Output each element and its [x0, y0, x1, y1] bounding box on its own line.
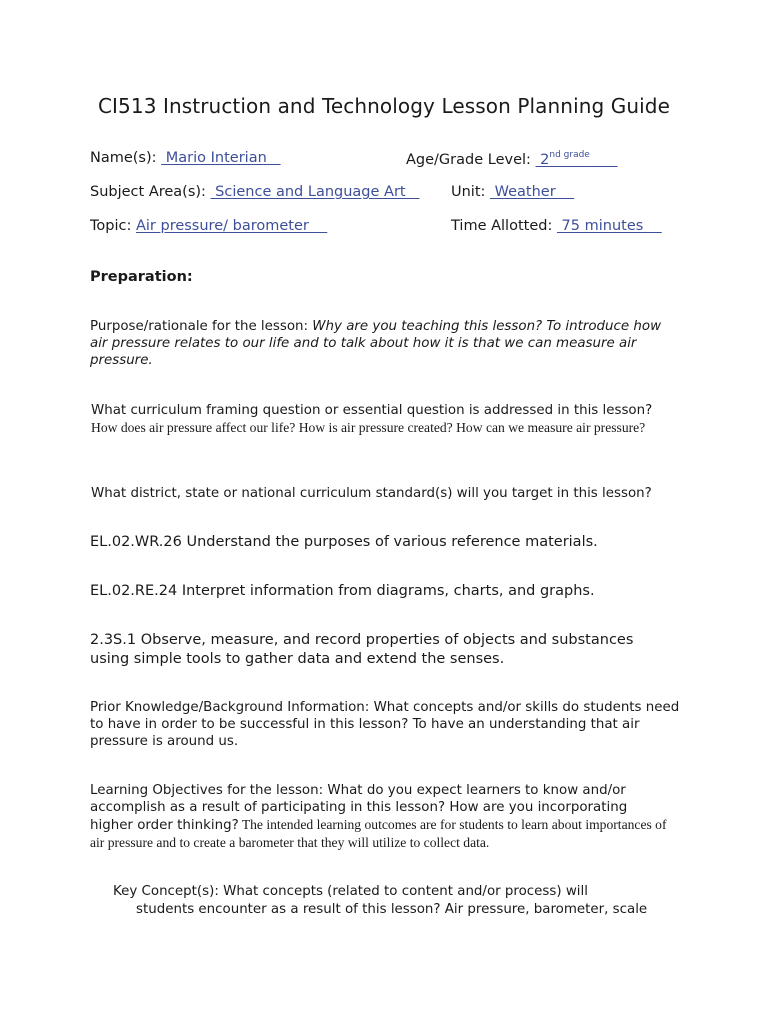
- names-field: [90, 150, 281, 166]
- purpose-label: Purpose/rationale for the lesson:: [90, 319, 313, 334]
- purpose-answer: To introduce how air pressure relates to our life and to talk about how it is that we can measure air pressure.: [90, 319, 662, 368]
- grade-trail: [590, 152, 618, 168]
- standard-item-2: EL.02.RE.24 Interpret information from diagrams, charts, and graphs.: [90, 583, 595, 599]
- purpose-prompt: Why are you teaching this lesson?: [312, 319, 543, 334]
- time-value: 75 minutes: [556, 218, 662, 234]
- objectives-question: Learning Objectives for the lesson: What do you expect learners to know and/or accomplish as a result of participating in this lesson? How are you incorporating higher order thinking?: [90, 783, 628, 833]
- standards-question: What district, state or national curriculum standard(s) will you target in this lesson?: [91, 486, 652, 501]
- framing-answer: How does air pressure affect our life? How is air pressure created? How can we measure air pressure?: [91, 420, 646, 435]
- objectives-answer: The intended learning outcomes are for students to learn about importances of air pressure and to create a barometer that they will utilize to collect data.: [90, 817, 667, 850]
- unit-label: Unit:: [451, 184, 486, 200]
- key-concepts-line-1: Key Concept(s): What concepts (related to content and/or process) will: [113, 884, 588, 899]
- unit-field: [451, 184, 574, 200]
- standard-item-1: EL.02.WR.26 Understand the purposes of various reference materials.: [90, 534, 598, 550]
- time-label: Time Allotted:: [451, 218, 553, 234]
- grade-level-field: [406, 150, 618, 168]
- topic-label: Topic:: [90, 218, 132, 234]
- standard-item-3: 2.3S.1 Observe, measure, and record properties of objects and substances using simple tools to gather data and extend the senses.: [90, 632, 634, 667]
- key-concepts-line-2: students encounter as a result of this lesson? Air pressure, barometer, scale: [136, 902, 648, 917]
- topic-field: [90, 218, 327, 234]
- framing-paragraph: [91, 402, 691, 436]
- preparation-heading: Preparation:: [90, 269, 193, 285]
- subject-label: Subject Area(s):: [90, 184, 206, 200]
- framing-question: What curriculum framing question or essential question is addressed in this lesson?: [91, 403, 653, 418]
- time-field: [451, 218, 662, 234]
- unit-value: Weather: [490, 184, 575, 200]
- grade-number: 2: [535, 152, 550, 168]
- subject-field: [90, 184, 419, 200]
- names-label: Name(s):: [90, 150, 157, 166]
- grade-level-label: Age/Grade Level:: [406, 152, 531, 168]
- grade-level-value: [536, 152, 618, 168]
- subject-value: Science and Language Art: [210, 184, 420, 200]
- topic-value: Air pressure/ barometer: [135, 218, 328, 234]
- names-value: Mario Interian: [161, 150, 281, 166]
- purpose-paragraph: [90, 318, 680, 369]
- objectives-paragraph: [90, 782, 670, 852]
- document-title: CI513 Instruction and Technology Lesson Planning Guide: [97, 94, 670, 118]
- grade-suffix: nd grade: [549, 150, 590, 160]
- prior-knowledge-paragraph: Prior Knowledge/Background Information: What concepts and/or skills do students need to have in order to be successful in this lesson? To have an understanding that air pressure is around us.: [90, 700, 680, 749]
